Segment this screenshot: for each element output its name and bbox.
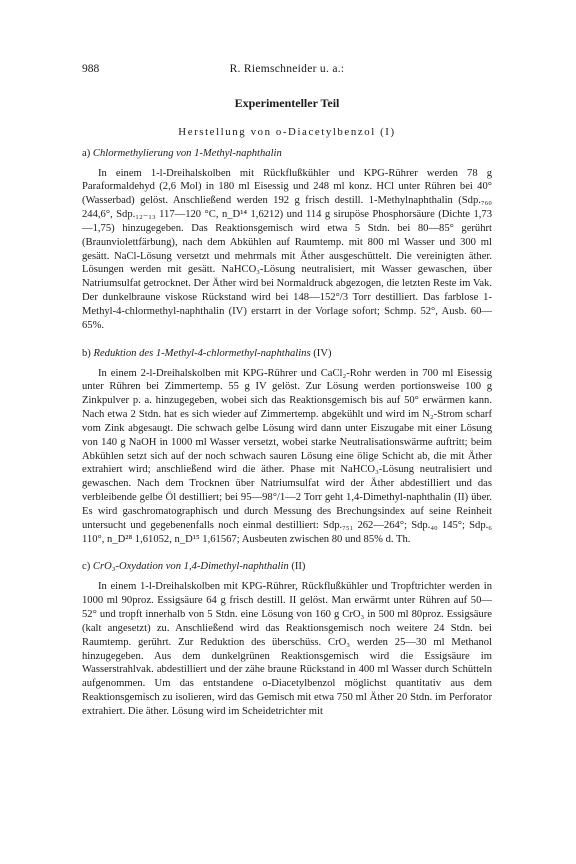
section-b-paragraph: In einem 2-l-Dreihalskolben mit KPG-Rührer und CaCl₂-Rohr werden in 700 ml Eisessig unter Rühren bei Zimmertemp. 55 g IV gelöst. Zur Lösung werden portionsweise 100 g Zinkpulver p. a. hinzugegeben, wobei sich das Reaktionsgemisch bis auf 50° erwärmen kann. Nach etwa 2 Stdn. hat es sich wieder auf Zimmertemp. abgekühlt und wird im N₂-Strom scharf vom Zink abgesaugt. Die schwach gelbe Lösung wird dann unter Eiszugabe mit einer Lösung von 140 g NaOH in 1000 ml Wasser versetzt, wobei starke Neutralisationswärme auftritt; beim Abkühlen setzt sich auf der noch schwach sauren Lösung eine ölige Schicht ab, die mit Äther extrahiert wird; anschließend wird die äther. Phase mit NaHCO₃-Lösung neutralisiert und gewaschen. Nach dem Trocknen über Natriumsulfat wird der Äther abdestilliert und das verbleibende gelbe Öl destilliert; bei 95—98°/1—2 Torr geht 1,4-Dimethyl-naphthalin (II) über. Es wird gaschromatographisch und durch Messung des Brechungsindex auf seine Reinheit untersucht und gegebenenfalls noch einmal destilliert: Sdp.₇₅₁ 262—264°; Sdp.₄₀ 145°; Sdp.₆ 110°, n_D²⁸ 1,61052, n_D¹⁵ 1,61567; Ausbeuten zwischen 80 und 85% d. Th.	[82, 367, 492, 545]
section-c-paragraph: In einem 1-l-Dreihalskolben mit KPG-Rührer, Rückflußkühler und Tropftrichter werden in 1000 ml 90proz. Essigsäure 64 g frisch destill. II gelöst. Man erwärmt unter Rühren auf 50—52° und tropft innerhalb von 5 Stdn. eine Lösung von 160 g CrO₃ in 500 ml 80proz. Essigsäure (kalt angesetzt) zu. Anschließend wird das Reaktionsgemisch noch weitere 24 Stdn. bei Raumtemp. gerührt. Zur Reduktion des überschüss. CrO₃ werden 25—30 ml Methanol hinzugegeben. Aus dem dunkelgrünen Reaktionsgemisch wird die Essigsäure im Wasserstrahlvak. abdestilliert und der zähe braune Rückstand in 400 ml Wasser durch Schütteln aufgenommen. Um das entstandene o-Diacetylbenzol möglichst quantitativ aus dem Reaktionsgemisch zu isolieren, wird das Gemisch mit etwa 750 ml Äther 20 Stdn. im Perforator extrahiert. Die äther. Lösung wird im Scheidetrichter mit	[82, 581, 492, 717]
section-c-letter: c)	[82, 561, 93, 573]
page-header	[82, 63, 492, 79]
section-c-heading	[82, 560, 492, 574]
section-a-name: Chlormethylierung von 1-Methyl-naphthalin	[92, 147, 282, 159]
running-head: R. Riemschneider u. a.:	[229, 63, 345, 75]
spacer	[82, 546, 492, 560]
section-a-paragraph: In einem 1-l-Dreihalskolben mit Rückflußkühler und KPG-Rührer werden 78 g Paraformaldehyd (2,6 Mol) in 180 ml Eisessig und 248 ml konz. HCl unter Rühren bei 40° (Wasserbad) gelöst. Anschließend werden 192 g frisch destill. 1-Methylnaphthalin (Sdp.₇₆₀ 244,6°, Sdp.₁₂₋₁₃ 117—120 °C, n_D¹⁴ 1,6212) und 114 g sirupöse Phosphorsäure (Dichte 1,73—1,75) hinzugegeben. Das Reaktionsgemisch wird etwa 5 Stdn. bei 80—85° gerührt (Braunviolettfärbung), nach dem Abkühlen auf Raumtemp. mit 800 ml Wasser und 300 ml gesätt. NaCl-Lösung versetzt und mehrmals mit Äther ausgeschüttelt. Die vereinigten äther. Lösungen werden mit gesätt. NaHCO₃-Lösung neutralisiert, mit Wasser gewaschen, über Natriumsulfat getrocknet. Der Äther wird bei Normaldruck abgezogen, die letzten Reste im Vak. Der dunkelbraune viskose Rückstand wird bei 148—152°/3 Torr destilliert. Das farblose 1-Methyl-4-chlormethyl-naphthalin (IV) erstarrt in der Vorlage sofort; Schmp. 52°, Ausb. 60—65%.	[82, 167, 492, 331]
article-body	[82, 97, 492, 719]
section-title: Experimenteller Teil	[234, 96, 340, 110]
section-a-letter: a)	[82, 147, 93, 159]
section-b-suffix: (IV)	[310, 347, 332, 359]
page-number: 988	[82, 63, 100, 75]
section-c-suffix: (II)	[288, 561, 306, 573]
subsection-title: Herstellung von o-Diacetylbenzol (I)	[178, 125, 396, 138]
spacer	[82, 333, 492, 347]
section-b-letter: b)	[82, 347, 94, 359]
section-c-name: CrO₃-Oxydation von 1,4-Dimethyl-naphthalin	[92, 561, 289, 573]
section-a-heading	[82, 147, 492, 161]
section-b-heading	[82, 347, 492, 361]
section-b-name: Reduktion des 1-Methyl-4-chlormethyl-naphthalins	[93, 347, 311, 359]
